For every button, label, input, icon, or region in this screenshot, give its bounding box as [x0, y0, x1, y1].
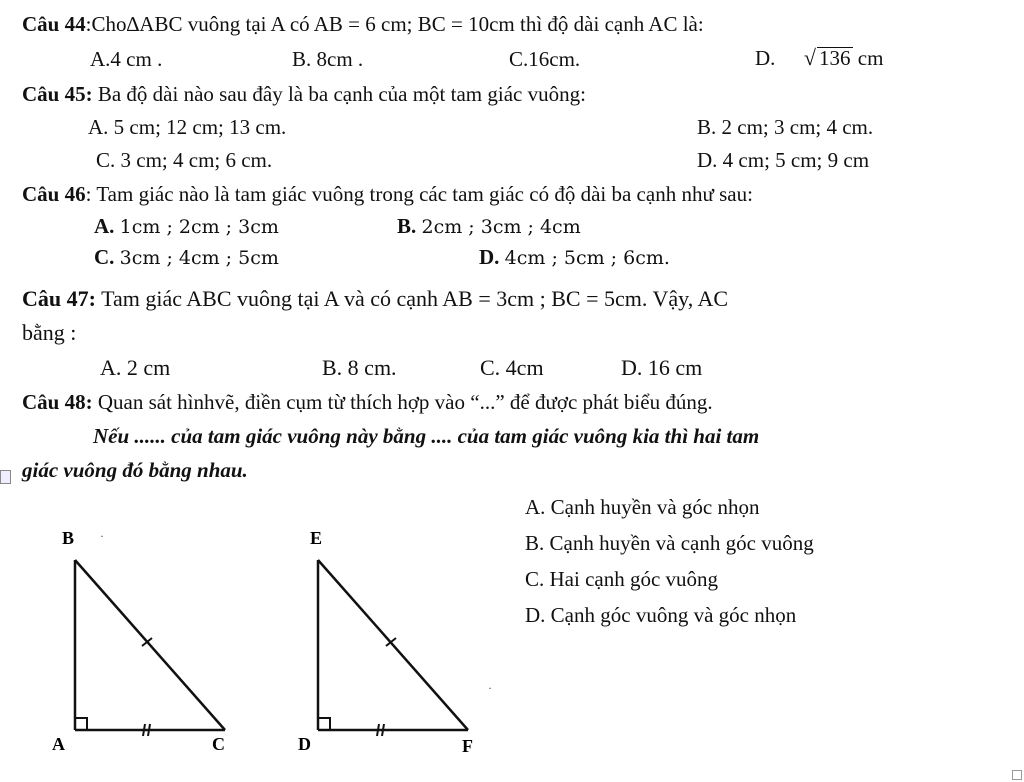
q44-label: Câu 44: [22, 12, 86, 36]
q44-option-c: C.16cm.: [509, 47, 581, 71]
q46-option-a: [94, 216, 279, 237]
vertex-e-label: E: [310, 528, 323, 548]
side-bc: [75, 560, 225, 730]
q46-line: [22, 184, 753, 205]
q45-stem: Ba độ dài nào sau đây là ba cạnh của một tam giác vuông:: [97, 82, 586, 106]
q45-label: Câu 45:: [22, 82, 93, 106]
q44-line: [22, 14, 704, 35]
q48-option-a: A. Cạnh huyền và góc nhọn: [525, 495, 760, 519]
vertex-d-label: D: [298, 734, 311, 754]
q44-stem: :Cho∆ABC vuông tại A có AB = 6 cm; BC = 10cm thì độ dài cạnh AC là:: [85, 12, 704, 36]
dot-mark-2: ·: [488, 681, 492, 695]
expand-handle-icon[interactable]: [0, 470, 11, 484]
right-angle-mark-d: [318, 718, 330, 730]
q44-option-b: B. 8cm .: [292, 47, 364, 71]
q47-option-d: D. 16 cm: [621, 355, 703, 380]
q48-stem: Quan sát hìnhvẽ, điền cụm từ thích hợp vào “...” để được phát biểu đúng.: [97, 390, 713, 414]
q45-option-b: B. 2 cm; 3 cm; 4 cm.: [697, 115, 874, 139]
q48-statement-line1: Nếu ...... của tam giác vuông này bằng .... của tam giác vuông kia thì hai tam: [93, 424, 760, 448]
q46-option-b-text: 2cm ; 3cm ; 4cm: [421, 216, 581, 238]
q48-label: Câu 48:: [22, 390, 93, 414]
q46-label: Câu 46: [22, 182, 86, 206]
vertex-c-label: C: [212, 734, 225, 754]
q44-option-d: [755, 47, 883, 69]
q46-option-b: [397, 216, 581, 237]
q45-option-d: D. 4 cm; 5 cm; 9 cm: [697, 148, 870, 172]
tick-mark-ac-1: [143, 724, 145, 736]
q47-option-b: B. 8 cm.: [322, 355, 397, 380]
q46-option-d-key: D.: [479, 245, 500, 269]
q46-option-c-text: 3cm ; 4cm ; 5cm: [119, 247, 279, 269]
side-ef: [318, 560, 468, 730]
dot-mark: ·: [100, 529, 104, 543]
q47-line: [22, 288, 728, 310]
q45-option-c: C. 3 cm; 4 cm; 6 cm.: [96, 148, 273, 172]
triangle-def-figure: [290, 520, 500, 760]
q46-option-a-key: A.: [94, 214, 115, 238]
triangle-abc-figure: [40, 520, 240, 760]
q46-option-a-text: 1cm ; 2cm ; 3cm: [119, 216, 279, 238]
q46-stem: : Tam giác nào là tam giác vuông trong các tam giác có độ dài ba cạnh như sau:: [85, 182, 753, 206]
q47-label: Câu 47:: [22, 286, 96, 311]
q46-option-b-key: B.: [397, 214, 417, 238]
q46-option-c-key: C.: [94, 245, 115, 269]
q48-statement-line2: giác vuông đó bằng nhau.: [22, 458, 248, 482]
right-angle-mark-a: [75, 718, 87, 730]
q44-option-d-prefix: D.: [755, 46, 776, 70]
q44-option-d-radicand: 136: [819, 46, 851, 70]
tick-mark-ac-2: [148, 724, 150, 736]
q46-option-d-text: 4cm ; 5cm ; 6cm.: [504, 247, 670, 269]
q48-option-b: B. Cạnh huyền và cạnh góc vuông: [525, 531, 814, 555]
q45-line: [22, 84, 586, 105]
tick-mark-df-1: [377, 724, 379, 736]
q47-stem: Tam giác ABC vuông tại A và có cạnh AB = 3cm ; BC = 5cm. Vậy, AC: [101, 286, 729, 311]
q44-option-a: A.4 cm .: [90, 47, 163, 71]
q46-option-c: [94, 247, 279, 268]
vertex-a-label: A: [52, 734, 65, 754]
tick-mark-df-2: [382, 724, 384, 736]
q46-option-d: [479, 247, 670, 268]
resize-corner-icon[interactable]: [1012, 770, 1022, 780]
q48-line: [22, 392, 713, 413]
q47-stem-continued: bằng :: [22, 320, 77, 345]
q48-option-c: C. Hai cạnh góc vuông: [525, 567, 719, 591]
vertex-f-label: F: [462, 736, 473, 756]
q44-option-d-unit: cm: [857, 46, 884, 70]
q48-option-d: D. Cạnh góc vuông và góc nhọn: [525, 603, 797, 627]
vertex-b-label: B: [62, 528, 75, 548]
q45-option-a: A. 5 cm; 12 cm; 13 cm.: [88, 115, 287, 139]
q47-option-c: C. 4cm: [480, 355, 544, 380]
q47-option-a: A. 2 cm: [100, 355, 171, 380]
sqrt-symbol-icon: √: [803, 45, 816, 70]
